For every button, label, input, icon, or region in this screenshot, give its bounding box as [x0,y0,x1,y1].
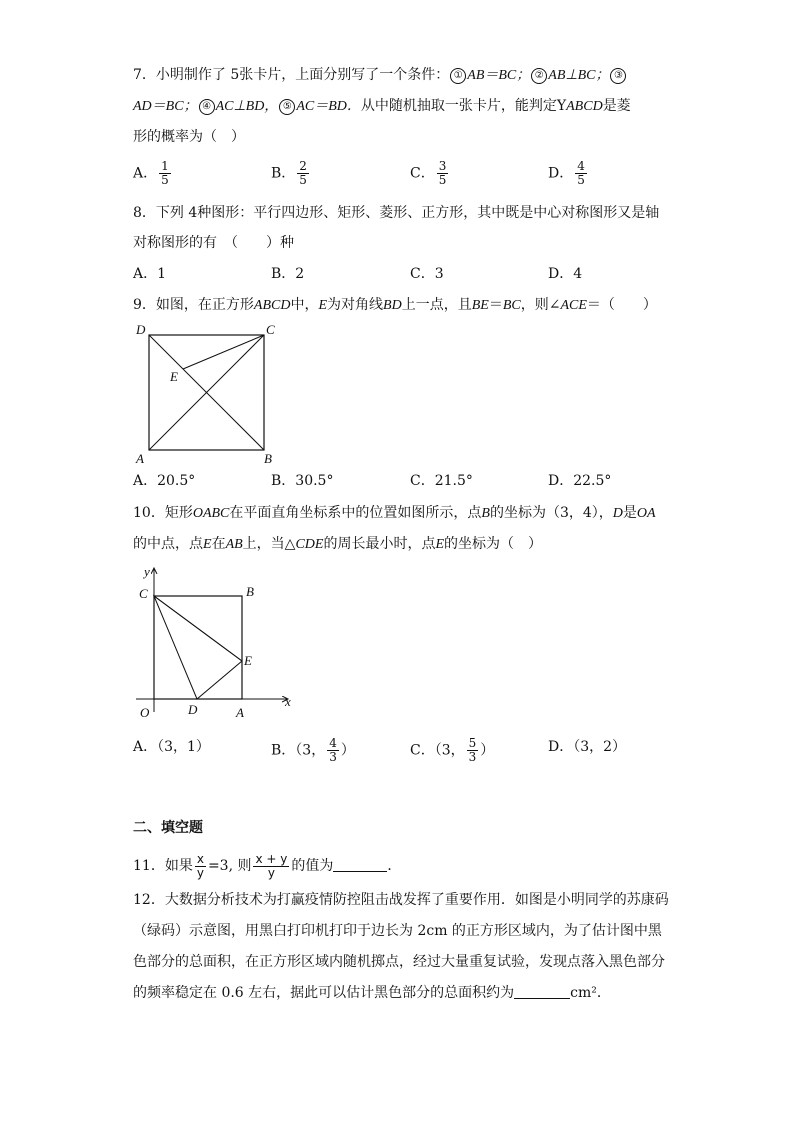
condition-2: AB⊥BC； [548,68,610,83]
label-a: A [236,705,244,720]
condition-mark-3: ③ [610,68,626,84]
condition-mark-1: ① [450,68,466,84]
fraction: $\frac{3}{5}$ [438,159,447,187]
fraction-x-over-y: $\frac{x}{y}$ [196,851,204,880]
q7-option-b: B． $\frac{2}{5}$ [271,159,307,187]
q7-line2 [133,96,631,116]
q8-option-d: D．4 [548,266,583,282]
condition-mark-5: ⑤ [279,99,295,115]
fraction: $\frac{1}{5}$ [161,159,169,187]
q10-option-a: A．（3，1） [133,739,210,755]
q10-line2: 的中点，点E在AB上，当△CDE的周长最小时，点E的坐标为（ ） [133,536,543,552]
label-x: x [285,694,291,709]
label-b: B [246,584,254,599]
label-b: B [264,451,272,466]
q8-option-b: B．2 [271,266,305,282]
q7-abcd: ABCD [566,99,603,114]
q12-line1: 12．大数据分析技术为打赢疫情防控阻击战发挥了重要作用．如图是小明同学的苏康码 [133,892,669,908]
q8-line2: 对称图形的有 （ ）种 [133,235,294,251]
q9-option-d: D．22.5° [548,473,612,489]
label-c: C [266,322,275,337]
q7-line3 [133,127,245,147]
q9-line1: 9．如图，在正方形ABCD中，E为对角线BD上一点，且BE＝BC，则∠ACE＝（ ） [133,297,657,313]
q12-line2: （绿码）示意图，用黑白打印机打印于边长为 2cm 的正方形区域内，为了估计图中黑 [133,923,662,939]
label-o: O [140,705,150,720]
q9-option-c: C．21.5° [410,473,473,489]
fraction: $\frac{5}{3}$ [468,736,477,764]
q8-line1: 8．下列 4种图形：平行四边形、矩形、菱形、正方形，其中既是中心对称图形又是轴 [133,205,660,221]
q10-option-c: C．（3， $\frac{5}{3}$ ） [410,736,495,764]
q12-line4: 的频率稳定在 0.6 左右，据此可以估计黑色部分的总面积约为 cm²． [133,985,611,1001]
answer-blank[interactable] [333,857,387,872]
fraction: $\frac{2}{5}$ [299,159,307,187]
q7-intro: 7．小明制作了 5张卡片，上面分别写了一个条件： [133,67,450,83]
fraction-xy-over-y: $\frac{x + y}{y}$ [255,851,288,880]
condition-4: AC⊥BD， [215,99,279,114]
condition-3: AD＝BC； [133,99,198,114]
fraction: $\frac{4}{3}$ [329,736,337,764]
q11-line: 11．如果 $\frac{x}{y}$ =3, 则 $\frac{x + y}{y}$ 的值为 ． [133,851,402,880]
q7-option-a: A． $\frac{1}{5}$ [133,159,169,187]
triangle-cde [154,596,242,699]
condition-5: AC＝BD． [296,99,361,114]
label-e: E [170,369,178,384]
q7-text-end: 是菱 [602,98,631,114]
q10-option-b: B．（3， $\frac{4}{3}$ ） [271,736,355,764]
label-d: D [136,322,146,337]
q8-option-a: A．1 [133,266,167,282]
q7-text: 从中随机抽取一张卡片，能判定 [360,98,557,114]
parallelogram-symbol: Y [556,98,567,114]
q7-line3-text: 形的概率为（ ） [133,129,245,145]
label-c: C [139,586,148,601]
label-d: D [188,702,198,717]
condition-1: AB＝BC； [467,68,531,83]
condition-mark-4: ④ [199,99,215,115]
q10-coordinate-figure [130,560,310,725]
label-a: A [136,451,144,466]
fraction: $\frac{4}{5}$ [577,159,585,187]
section-title: 二、填空题 [133,820,203,836]
rectangle-oabc [154,596,242,699]
q9-option-b: B．30.5° [271,473,334,489]
segment-ce [183,335,264,369]
q7-line1 [133,65,627,85]
q12-line3: 色部分的总面积，在正方形区域内随机掷点，经过大量重复试验，发现点落入黑色部分 [133,954,665,970]
q8-option-c: C．3 [410,266,444,282]
answer-blank[interactable] [514,984,570,999]
q7-option-c: C． $\frac{3}{5}$ [410,159,447,187]
label-e: E [244,653,252,668]
label-y: y [144,564,150,579]
q7-option-d: D． $\frac{4}{5}$ [548,159,585,187]
q10-option-d: D．（3，2） [548,739,627,755]
q10-line1: 10．矩形OABC在平面直角坐标系中的位置如图所示，点B的坐标为（3，4），D是OA [133,505,656,521]
condition-mark-2: ② [531,68,547,84]
q9-square-figure [130,318,290,468]
q9-option-a: A．20.5° [133,473,196,489]
